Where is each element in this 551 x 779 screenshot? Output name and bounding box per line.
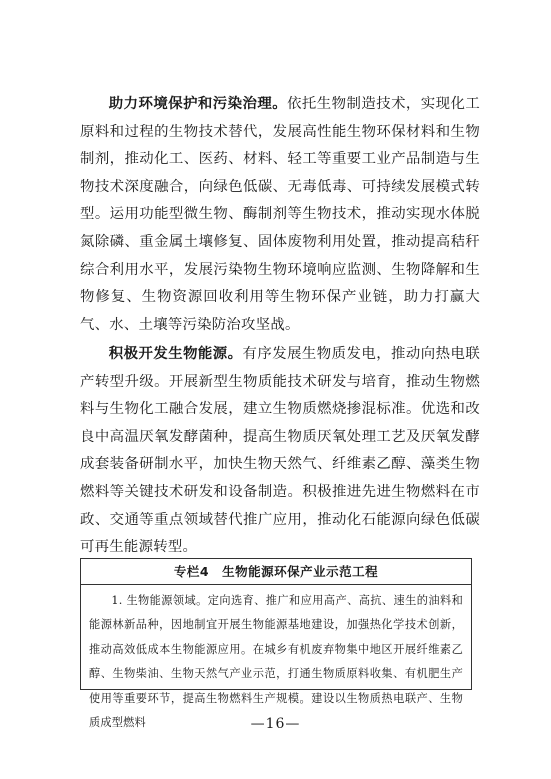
paragraph-bioenergy <box>80 340 480 562</box>
paragraph-environmental-protection <box>80 90 480 339</box>
box-title: 专栏4 生物能源环保产业示范工程 <box>81 559 471 585</box>
paragraph-lead: 积极开发生物能源。 <box>108 345 243 362</box>
paragraph-lead: 助力环境保护和污染治理。 <box>108 95 288 112</box>
paragraph-text: 有序发展生物质发电，推动向热电联产转型升级。开展新型生物质能技术研发与培育，推动生物燃料与生物化工融合发展，建立生物质燃烧掺混标准。优选和改良中高温厌氧发酵菌种，提高生物质厌氧处理工艺及厌氧发酵成套装备研制水平，加快生物天然气、纤维素乙醇、藻类生物燃料等关键技术研发和设备制造。积极推进先进生物燃料在市政、交通等重点领域替代推广应用，推动化石能源向绿色低碳可再生能源转型。 <box>80 346 480 556</box>
page-number: —16— <box>250 716 301 732</box>
box-body: 1. 生物能源领域。定向选育、推广和应用高产、高抗、速生的油料和能源林新品种，因地制宜开展生物能源基地建设，加强热化学技术创新，推动高效低成本生物能源应用。在城乡有机废弃物集中地区开展纤维素乙醇、生物柴油、生物天然气产业示范，打通生物质原料收集、有机肥生产使用等重要环节，提高生物燃料生产规模。建设以生物质热电联产、生物质成型燃料 <box>89 594 463 730</box>
paragraph-text: 依托生物制造技术，实现化工原料和过程的生物技术替代，发展高性能生物环保材料和生物制剂，推动化工、医药、材料、轻工等重要工业产品制造与生物技术深度融合，向绿色低碳、无毒低毒、可持续发展模式转型。运用功能型微生物、酶制剂等生物技术，推动实现水体脱氮除磷、重金属土壤修复、固体废物利用处置，推动提高秸秆综合利用水平，发展污染物生物环境响应监测、生物降解和生物修复、生物资源回收利用等生物环保产业链，助力打赢大气、水、土壤等污染防治攻坚战。 <box>80 96 480 333</box>
